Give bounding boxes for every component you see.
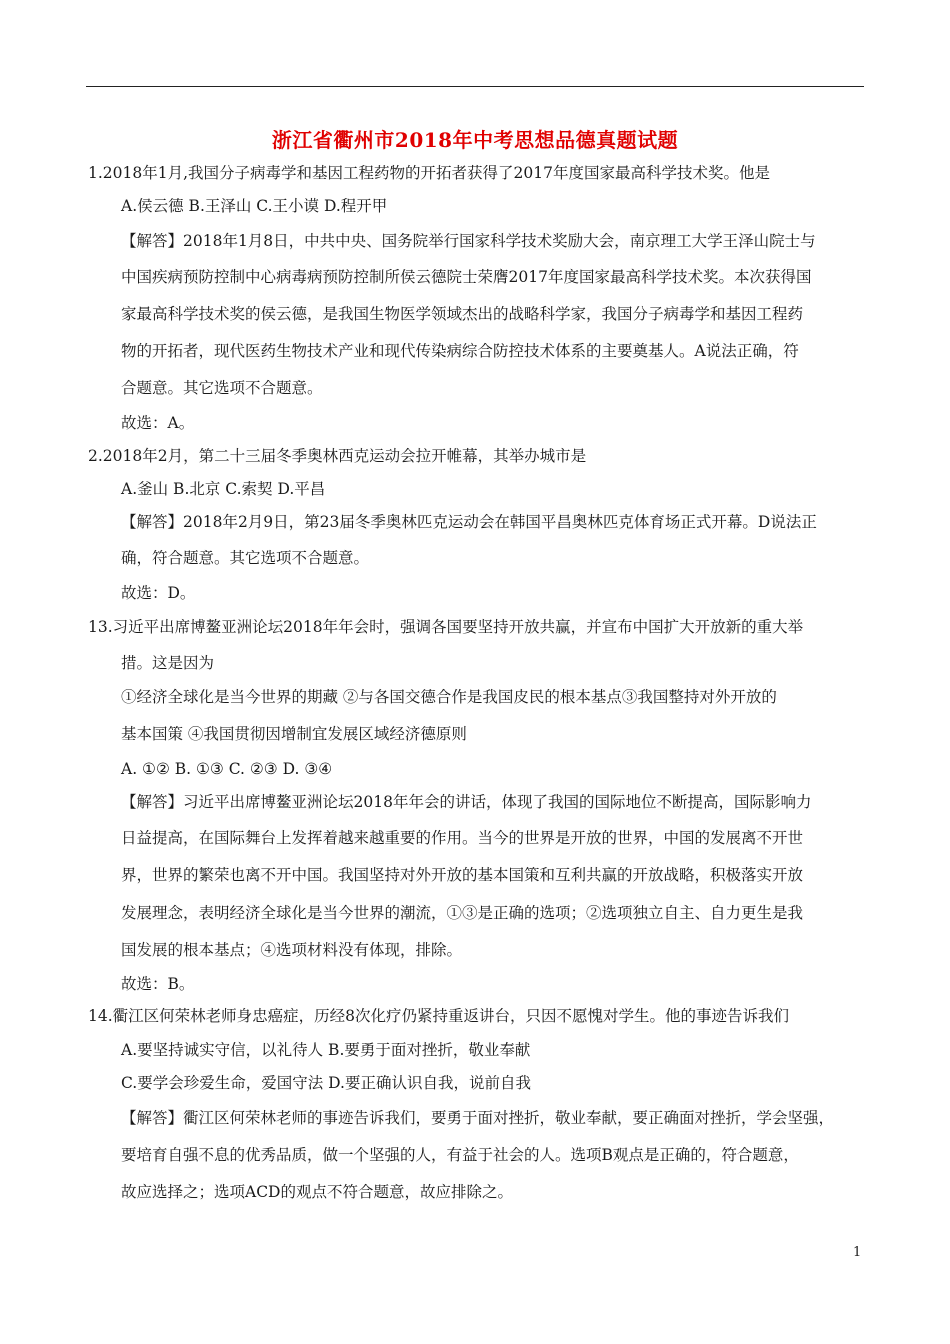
answer-14-line-1: 【解答】衢江区何荣林老师的事迹告诉我们，要勇于面对挫折，敬业奉献，要正确面对挫折，学会坚强，: [121, 1109, 835, 1127]
question-1-options: A.侯云德 B.王泽山 C.王小谟 D.程开甲: [121, 197, 388, 215]
question-13-statements-2: 基本国策 ④我国贯彻因增制宜发展区域经济德原则: [121, 725, 467, 743]
question-14-options-1: A.要坚持诚实守信，以礼待人 B.要勇于面对挫折，敬业奉献: [121, 1041, 531, 1059]
question-13-options: A. ①② B. ①③ C. ②③ D. ③④: [121, 760, 333, 778]
answer-2-line-1: 【解答】2018年2月9日，第23届冬季奥林匹克运动会在韩国平昌奥林匹克体育场正式开幕。D说法正: [121, 513, 817, 531]
answer-13-line-1: 【解答】习近平出席博鳌亚洲论坛2018年年会的讲话，体现了我国的国际地位不断提高，国际影响力: [121, 793, 812, 811]
answer-1-line-5: 合题意。其它选项不合题意。: [121, 379, 323, 397]
answer-13-line-5: 国发展的根本基点；④选项材料没有体现，排除。: [121, 941, 463, 959]
question-2-stem: 2.2018年2月，第二十三届冬季奥林西克运动会拉开帷幕，其举办城市是: [88, 447, 587, 465]
question-2-options: A.釜山 B.北京 C.索契 D.平昌: [121, 480, 326, 498]
page-number: 1: [853, 1245, 862, 1260]
answer-1-line-2: 中国疾病预防控制中心病毒病预防控制所侯云德院士荣膺2017年度国家最高科学技术奖。本次获得国: [121, 268, 812, 286]
answer-14-line-2: 要培育自强不息的优秀品质，做一个坚强的人，有益于社会的人。选项B观点是正确的，符合题意，: [121, 1146, 799, 1164]
answer-1-line-1: 【解答】2018年1月8日，中共中央、国务院举行国家科学技术奖励大会，南京理工大学王泽山院士与: [121, 232, 816, 250]
answer-2-line-2: 确，符合题意。其它选项不合题意。: [121, 549, 370, 567]
answer-13-line-3: 界，世界的繁荣也离不开中国。我国坚持对外开放的基本国策和互利共赢的开放战略，积极落实开放: [121, 866, 804, 884]
document-title: 浙江省衢州市2018年中考思想品德真题试题: [271, 128, 679, 152]
answer-14-line-3: 故应选择之；选项ACD的观点不符合题意，故应排除之。: [121, 1183, 513, 1201]
header-rule: [86, 86, 864, 87]
question-14-options-2: C.要学会珍爱生命，爱国守法 D.要正确认识自我，说前自我: [121, 1074, 531, 1092]
answer-2-choice: 故选：D。: [121, 584, 196, 602]
question-13-stem-2: 措。这是因为: [121, 654, 215, 672]
answer-1-line-4: 物的开拓者，现代医药生物技术产业和现代传染病综合防控技术体系的主要奠基人。A说法正确，符: [121, 342, 799, 360]
answer-13-line-2: 日益提高，在国际舞台上发挥着越来越重要的作用。当今的世界是开放的世界，中国的发展离不开世: [121, 829, 804, 847]
question-13-statements-1: ①经济全球化是当今世界的期藏 ②与各国交德合作是我国皮民的根本基点③我国整持对外开放的: [121, 688, 777, 706]
question-13-stem-1: 13.习近平出席博鳌亚洲论坛2018年年会时，强调各国要坚持开放共赢，并宣布中国扩大开放新的重大举: [88, 618, 804, 636]
answer-13-line-4: 发展理念，表明经济全球化是当今世界的潮流，①③是正确的选项；②选项独立自主、自力更生是我: [121, 904, 804, 922]
answer-13-choice: 故选：B。: [121, 975, 195, 993]
answer-1-line-3: 家最高科学技术奖的侯云德，是我国生物医学领域杰出的战略科学家，我国分子病毒学和基因工程药: [121, 305, 804, 323]
answer-1-choice: 故选：A。: [121, 414, 195, 432]
question-1-stem: 1.2018年1月,我国分子病毒学和基因工程药物的开拓者获得了2017年度国家最高科学技术奖。他是: [88, 164, 770, 182]
question-14-stem: 14.衢江区何荣林老师身忠癌症，历经8次化疗仍紧持重返讲台，只因不愿愧对学生。他的事迹告诉我们: [88, 1007, 790, 1025]
